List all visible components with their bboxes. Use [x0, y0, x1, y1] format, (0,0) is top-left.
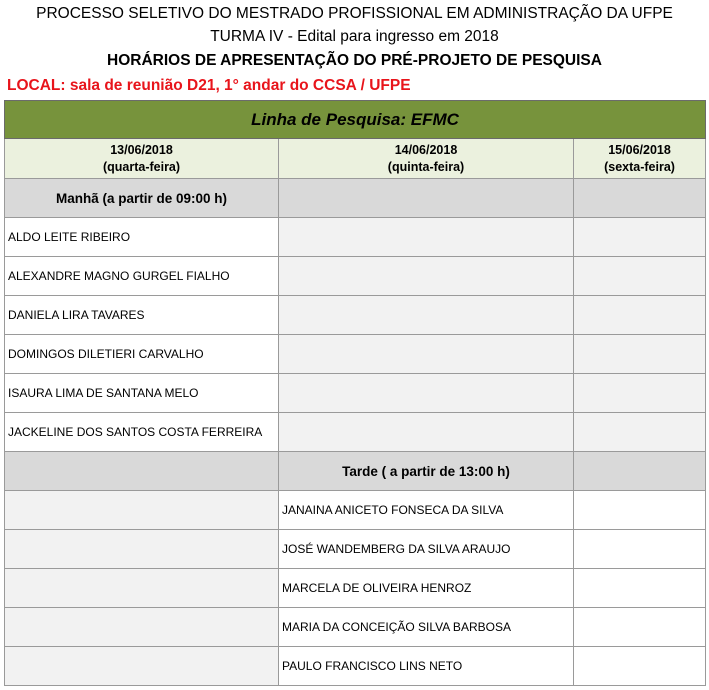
date-cell-day1[interactable] [5, 139, 279, 179]
period-cell[interactable] [574, 452, 706, 491]
table-row [5, 335, 706, 374]
table-row [5, 296, 706, 335]
title-line-3: HORÁRIOS DE APRESENTAÇÃO DO PRÉ-PROJETO DE PESQUISA [107, 52, 602, 69]
table-row [5, 569, 706, 608]
date-text: 15/06/2018 [608, 142, 671, 157]
weekday-text: (quarta-feira) [102, 159, 181, 174]
afternoon-period-label[interactable]: Tarde ( a partir de 13:00 h) [279, 452, 574, 491]
morning-period-row [5, 179, 706, 218]
empty-cell[interactable] [5, 647, 279, 686]
empty-cell[interactable] [574, 608, 706, 647]
morning-period-label[interactable]: Manhã (a partir de 09:00 h) [5, 179, 279, 218]
empty-cell[interactable] [5, 491, 279, 530]
date-text: 14/06/2018 [394, 142, 458, 157]
table-row [5, 374, 706, 413]
research-line-cell[interactable]: Linha de Pesquisa: EFMC [5, 101, 706, 139]
table-row [5, 491, 706, 530]
title-line-2: TURMA IV - Edital para ingresso em 2018 [210, 28, 499, 45]
empty-cell[interactable] [279, 218, 574, 257]
empty-cell[interactable] [279, 413, 574, 452]
empty-cell[interactable] [574, 569, 706, 608]
name-cell[interactable]: ALDO LEITE RIBEIRO [5, 218, 279, 257]
name-cell[interactable]: DOMINGOS DILETIERI CARVALHO [5, 335, 279, 374]
empty-cell[interactable] [574, 413, 706, 452]
name-cell[interactable]: JANAINA ANICETO FONSECA DA SILVA [279, 491, 574, 530]
date-cell-day2[interactable] [279, 139, 574, 179]
empty-cell[interactable] [279, 335, 574, 374]
name-cell[interactable]: MARIA DA CONCEIÇÃO SILVA BARBOSA [279, 608, 574, 647]
date-text: 13/06/2018 [110, 142, 173, 157]
empty-cell[interactable] [574, 335, 706, 374]
name-cell[interactable]: MARCELA DE OLIVEIRA HENROZ [279, 569, 574, 608]
name-cell[interactable]: ALEXANDRE MAGNO GURGEL FIALHO [5, 257, 279, 296]
name-cell[interactable]: ISAURA LIMA DE SANTANA MELO [5, 374, 279, 413]
empty-cell[interactable] [574, 374, 706, 413]
empty-cell[interactable] [574, 530, 706, 569]
name-cell[interactable]: JOSÉ WANDEMBERG DA SILVA ARAUJO [279, 530, 574, 569]
afternoon-period-row [5, 452, 706, 491]
table-row [5, 647, 706, 686]
date-header-row [5, 139, 706, 179]
weekday-text: (quinta-feira) [387, 159, 465, 174]
table-row [5, 257, 706, 296]
period-cell[interactable] [279, 179, 574, 218]
empty-cell[interactable] [5, 608, 279, 647]
period-cell[interactable] [5, 452, 279, 491]
schedule-table [4, 100, 706, 686]
name-cell[interactable]: DANIELA LIRA TAVARES [5, 296, 279, 335]
empty-cell[interactable] [574, 296, 706, 335]
table-row [5, 530, 706, 569]
table-row [5, 218, 706, 257]
empty-cell[interactable] [5, 569, 279, 608]
name-cell[interactable]: JACKELINE DOS SANTOS COSTA FERREIRA [5, 413, 279, 452]
period-cell[interactable] [574, 179, 706, 218]
table-row [5, 413, 706, 452]
empty-cell[interactable] [574, 257, 706, 296]
empty-cell[interactable] [279, 257, 574, 296]
table-row [5, 608, 706, 647]
weekday-text: (sexta-feira) [604, 159, 675, 174]
name-cell[interactable]: PAULO FRANCISCO LINS NETO [279, 647, 574, 686]
empty-cell[interactable] [574, 218, 706, 257]
date-cell-day3[interactable] [574, 139, 706, 179]
research-line-row [5, 101, 706, 139]
empty-cell[interactable] [5, 530, 279, 569]
title-line-1: PROCESSO SELETIVO DO MESTRADO PROFISSIONAL EM ADMINISTRAÇÃO DA UFPE [36, 5, 673, 22]
empty-cell[interactable] [279, 296, 574, 335]
empty-cell[interactable] [574, 491, 706, 530]
empty-cell[interactable] [279, 374, 574, 413]
location-text: LOCAL: sala de reunião D21, 1° andar do CCSA / UFPE [7, 77, 411, 94]
empty-cell[interactable] [574, 647, 706, 686]
